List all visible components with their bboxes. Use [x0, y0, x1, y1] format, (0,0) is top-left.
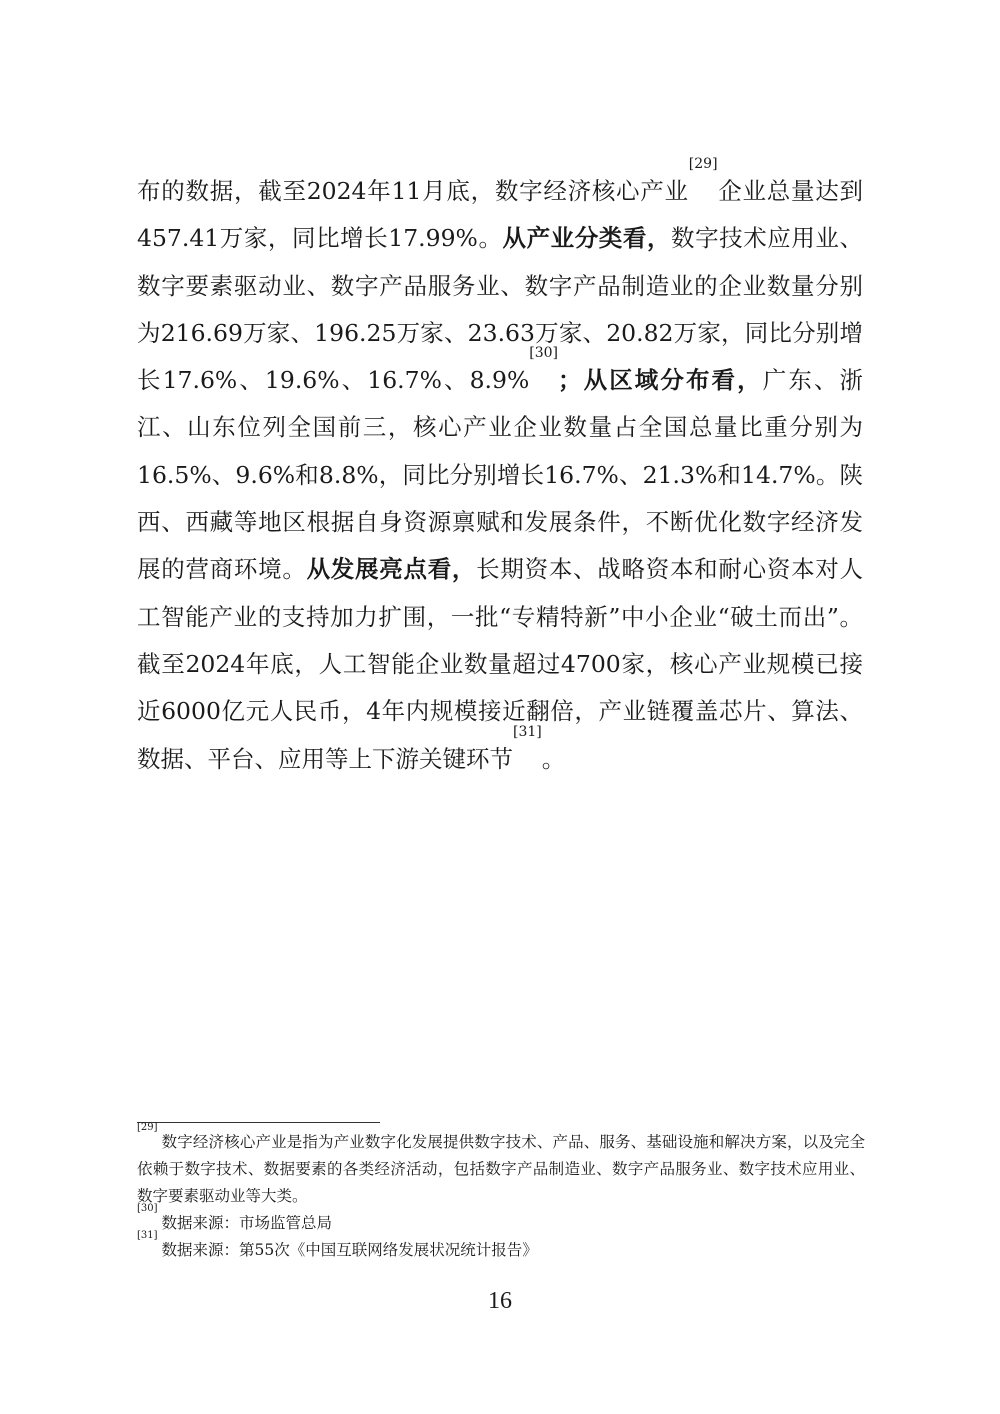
footnote-divider — [137, 1122, 380, 1123]
text-segment: 。 — [541, 744, 566, 773]
footnote-30 — [137, 1203, 865, 1237]
footnote-ref-31[interactable]: [31] — [513, 723, 542, 740]
footnote-31 — [137, 1230, 865, 1264]
footnote-text: 数字经济核心产业是指为产业数字化发展提供数字技术、产品、服务、基础设施和解决方案，以及完全依赖于数字技术、数据要素的各类经济活动，包括数字产品制造业、数字产品服务业、数字技术应用业、数字要素驱动业等大类。 — [137, 1133, 865, 1205]
footnote-marker: [30] — [137, 1203, 158, 1214]
body-paragraph — [137, 156, 864, 783]
footnote-text: 数据来源：第55次《中国互联网络发展状况统计报告》 — [161, 1241, 538, 1259]
footnote-29 — [137, 1122, 865, 1210]
page-number: 16 — [488, 1288, 512, 1314]
text-segment: 长期资本、战略资本和耐心资本对人工智能产业的支持加力扩围，一批“专精特新”中小企业“破土而出”。截至2024年底，人工智能企业数量超过4700家，核心产业规模已接近6000亿元人民币，4年内规模接近翻倍，产业链覆盖芯片、算法、数据、平台、应用等上下游关键环节 — [137, 555, 864, 773]
text-segment: 广东、浙江、山东位列全国前三，核心产业企业数量占全国总量比重分别为16.5%、9.6%和8.8%，同比分别增长16.7%、21.3%和14.7%。陕西、西藏等地区根据自身资源禀赋和发展条件，不断优化数字经济发展的营商环境。 — [137, 366, 863, 584]
footnotes — [137, 1122, 865, 1264]
bold-heading-development-highlights: 从发展亮点看， — [306, 555, 477, 584]
bold-heading-industry-category: 从产业分类看， — [502, 224, 672, 253]
text-segment: 数字技术应用业、数字要素驱动业、数字产品服务业、数字产品制造业的企业数量分别为216.69万家、196.25万家、23.63万家、20.82万家，同比分别增长17.6%、19.6%、16.7%、8.9% — [137, 224, 863, 395]
bold-heading-regional-distribution: ；从区域分布看， — [558, 366, 763, 395]
text-segment: 企业总量达到457.41万家，同比增长17.99%。 — [137, 177, 863, 253]
footnote-text: 数据来源：市场监管总局 — [161, 1214, 333, 1232]
footnote-ref-30[interactable]: [30] — [529, 345, 559, 362]
footnote-ref-29[interactable]: [29] — [688, 156, 718, 172]
footnote-marker: [29] — [137, 1122, 158, 1133]
footnote-marker: [31] — [137, 1230, 158, 1241]
text-segment: 布的数据，截至2024年11月底，数字经济核心产业 — [137, 177, 689, 205]
